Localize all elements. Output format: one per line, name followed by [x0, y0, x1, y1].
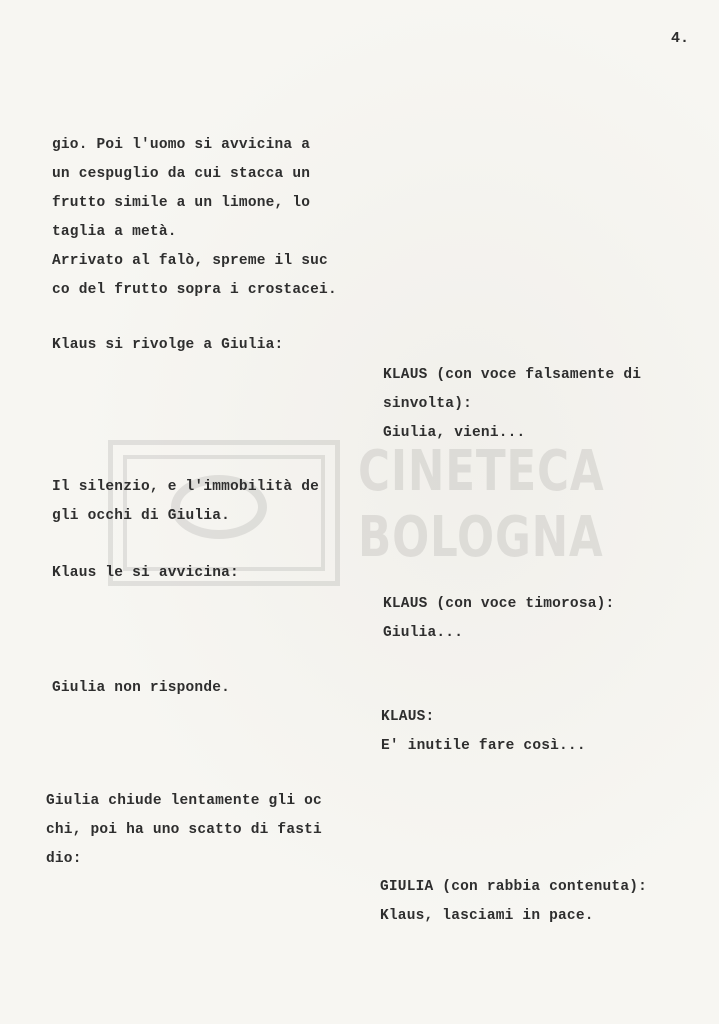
- direction-line: Giulia chiude lentamente gli oc: [46, 793, 322, 809]
- direction-line: Giulia non risponde.: [52, 680, 231, 696]
- dialogue-line: GIULIA (con rabbia contenuta):: [380, 879, 648, 895]
- direction-line: Arrivato al falò, spreme il suc: [52, 253, 328, 269]
- watermark-line-2: BOLOGNA: [358, 505, 604, 570]
- direction-line: Klaus le si avvicina:: [52, 565, 239, 581]
- direction-line: co del frutto sopra i crostacei.: [52, 282, 337, 298]
- direction-line: taglia a metà.: [52, 224, 177, 240]
- dialogue-line: KLAUS:: [381, 709, 435, 725]
- direction-line: gio. Poi l'uomo si avvicina a: [52, 137, 311, 153]
- watermark-line-1: CINETECA: [358, 439, 605, 504]
- dialogue-line: Giulia, vieni...: [383, 425, 526, 441]
- dialogue-line: Klaus, lasciami in pace.: [380, 908, 594, 924]
- dialogue-line: Giulia...: [383, 625, 464, 641]
- direction-line: chi, poi ha uno scatto di fasti: [46, 822, 322, 838]
- dialogue-line: KLAUS (con voce timorosa):: [383, 596, 615, 612]
- direction-line: frutto simile a un limone, lo: [52, 195, 311, 211]
- dialogue-line: sinvolta):: [383, 396, 473, 412]
- direction-line: dio:: [46, 851, 82, 867]
- direction-line: Klaus si rivolge a Giulia:: [52, 337, 284, 353]
- direction-line: Il silenzio, e l'immobilità de: [52, 479, 320, 495]
- page-number: 4.: [671, 30, 690, 47]
- dialogue-line: KLAUS (con voce falsamente di: [383, 367, 642, 383]
- direction-line: un cespuglio da cui stacca un: [52, 166, 311, 182]
- direction-line: gli occhi di Giulia.: [52, 508, 231, 524]
- dialogue-line: E' inutile fare così...: [381, 738, 586, 754]
